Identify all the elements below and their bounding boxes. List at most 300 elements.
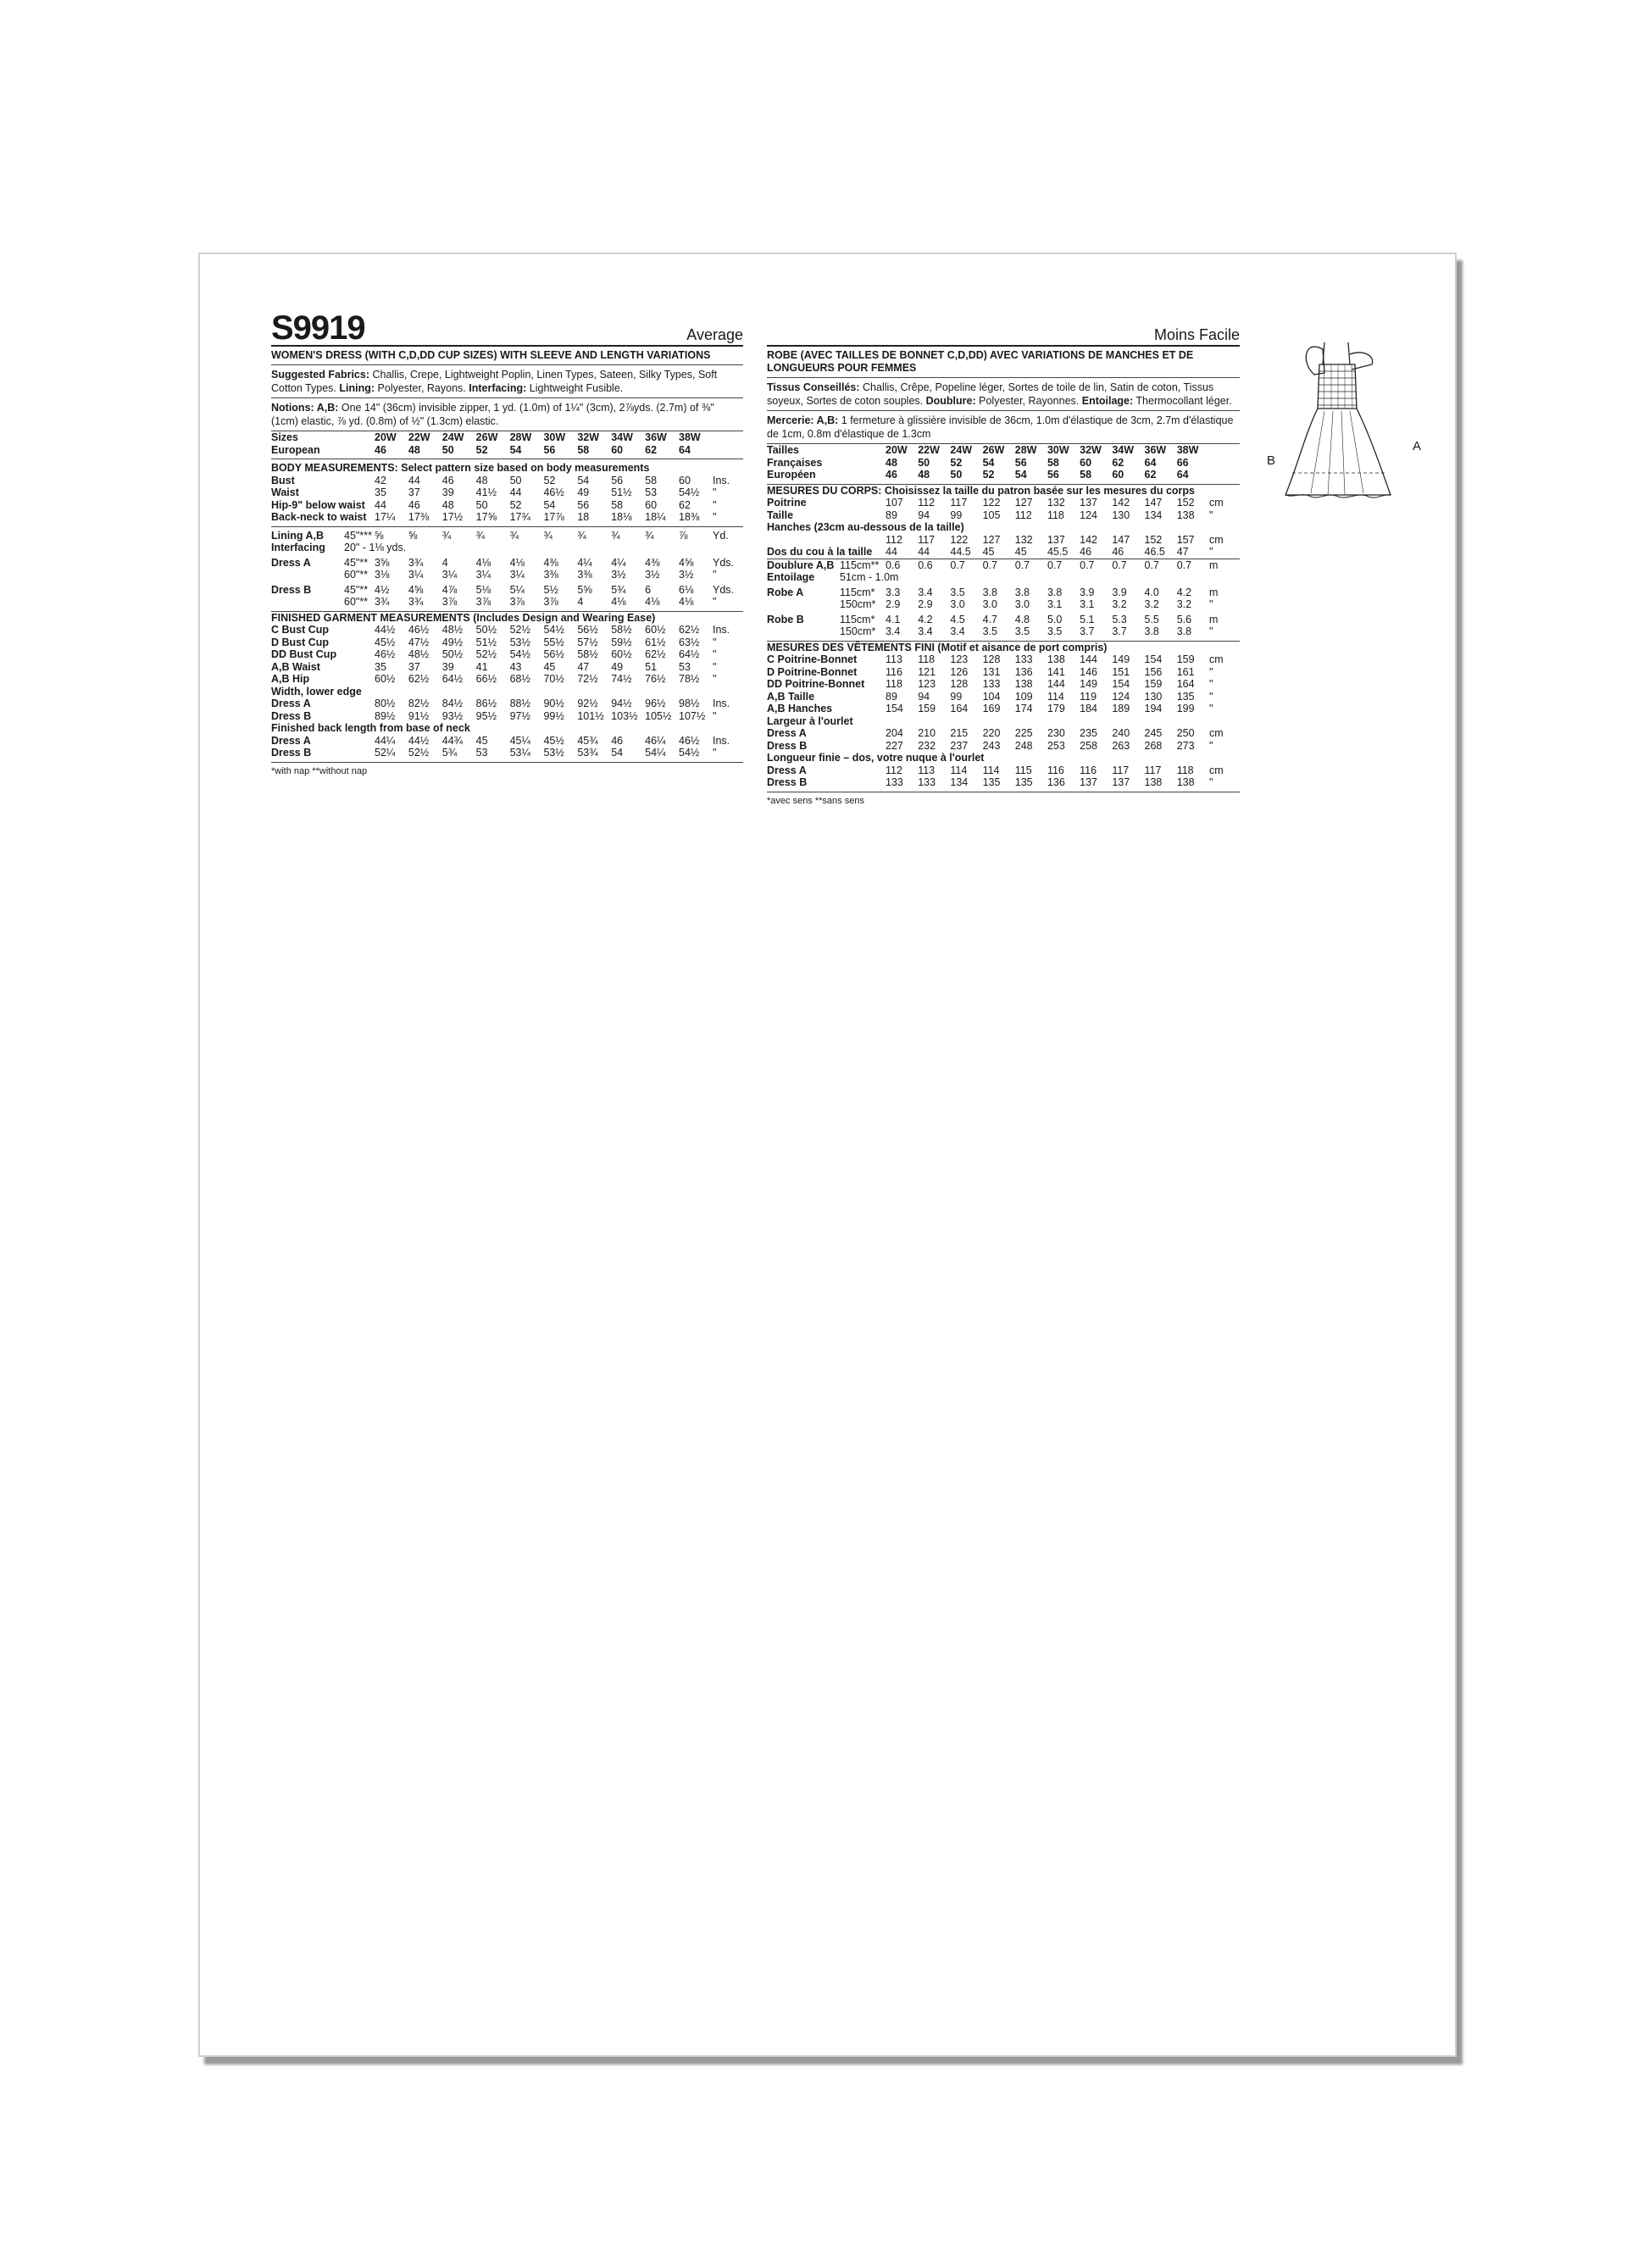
section-heading-text: MESURES DU CORPS: Choisissez la taille du patron basée sur les mesures du corps xyxy=(767,484,1196,497)
size-value: 3.5 xyxy=(1047,625,1063,637)
english-header xyxy=(271,301,743,347)
size-value: 273 xyxy=(1176,739,1195,752)
size-value: 52 xyxy=(982,469,995,481)
size-value: 132 xyxy=(1014,533,1033,546)
size-value: 0.7 xyxy=(982,559,997,571)
size-value: 50 xyxy=(509,474,522,486)
size-value: 22W xyxy=(408,431,430,443)
size-value: 56 xyxy=(577,498,590,511)
pattern-code: S9919 xyxy=(271,309,365,347)
size-value: 24W xyxy=(950,444,973,456)
size-value: 68½ xyxy=(509,673,530,685)
fabric-width xyxy=(344,475,375,487)
english-measurement-table xyxy=(271,431,743,763)
size-value: 89 xyxy=(886,690,897,703)
size-value: 136 xyxy=(1047,776,1065,788)
size-value: 4.1 xyxy=(886,613,901,625)
size-value: 99½ xyxy=(543,709,564,722)
row-label: A,B Waist xyxy=(271,660,320,673)
size-value: 268 xyxy=(1144,739,1163,752)
size-value: 3¼ xyxy=(509,569,525,581)
size-value: 3.1 xyxy=(1080,598,1095,610)
size-value: 96½ xyxy=(645,698,666,709)
size-value: 58 xyxy=(1080,469,1092,481)
size-value: 95½ xyxy=(475,709,497,722)
size-value: 48½ xyxy=(408,648,430,660)
size-value xyxy=(1112,571,1144,584)
table-row xyxy=(767,653,1240,666)
size-value: 47 xyxy=(1177,546,1209,559)
size-value: 154 xyxy=(1144,653,1163,665)
size-value: ¾ xyxy=(441,529,452,542)
size-value: 3⅞ xyxy=(475,596,491,608)
row-label: D Poitrine-Bonnet xyxy=(767,665,858,678)
size-value: 3.0 xyxy=(1014,598,1030,610)
size-value: 45 xyxy=(1015,546,1047,559)
size-value: 53 xyxy=(475,747,488,759)
size-value: ¾ xyxy=(611,529,620,542)
table-row xyxy=(767,559,1240,571)
size-value: 62½ xyxy=(679,624,700,636)
size-value: 45 xyxy=(543,660,556,673)
size-value: 4⅛ xyxy=(645,596,660,608)
size-value: 4 xyxy=(441,556,448,569)
size-value: 3.0 xyxy=(982,598,997,610)
pattern-title-fr: ROBE (AVEC TAILLES DE BONNET C,D,DD) AVEC VARIATIONS DE MANCHES ET DE LONGUEURS POUR FEMMES xyxy=(767,349,1240,378)
size-value: 36W xyxy=(1144,444,1167,456)
size-value: ¾ xyxy=(645,529,654,542)
size-value: 130 xyxy=(1144,690,1163,703)
size-value: 118 xyxy=(1176,764,1194,776)
size-value: 54 xyxy=(611,747,624,759)
size-value: 44 xyxy=(509,486,522,498)
unit: Ins. xyxy=(713,474,730,486)
fabric-width xyxy=(840,444,886,457)
pattern-title: WOMEN'S DRESS (WITH C,D,DD CUP SIZES) WITH SLEEVE AND LENGTH VARIATIONS xyxy=(271,349,743,365)
size-value: 46¼ xyxy=(645,734,666,747)
unit: " xyxy=(1209,546,1240,559)
size-value: 174 xyxy=(1014,703,1033,714)
size-value: 52½ xyxy=(509,624,530,636)
size-value: 38W xyxy=(679,431,701,443)
size-value: 66½ xyxy=(475,673,497,685)
unit: " xyxy=(713,498,717,511)
size-value: 117 xyxy=(1144,764,1162,776)
size-value: 128 xyxy=(982,653,1001,665)
size-value: 127 xyxy=(1014,497,1033,509)
row-label: Hip-9" below waist xyxy=(271,498,365,511)
size-value: 5.6 xyxy=(1176,613,1192,625)
size-value: 4⅜ xyxy=(645,556,660,569)
size-value: 156 xyxy=(1144,665,1163,678)
size-value xyxy=(950,571,982,584)
size-value: 46 xyxy=(1112,546,1144,559)
fabric-width xyxy=(344,486,375,499)
row-label: European xyxy=(271,443,320,456)
size-value: 52 xyxy=(509,498,522,511)
size-value: 3.2 xyxy=(1112,598,1127,610)
size-value: 134 xyxy=(950,776,969,788)
size-value: 5¾ xyxy=(611,583,626,596)
size-value: 98½ xyxy=(679,698,700,709)
size-value: 35 xyxy=(375,660,386,673)
size-value: 30W xyxy=(543,431,566,443)
size-value xyxy=(679,542,713,554)
size-value: 52 xyxy=(475,443,488,456)
lining-text-fr: Polyester, Rayonnes. xyxy=(979,395,1080,407)
size-value: ¾ xyxy=(509,529,519,542)
fabric-width xyxy=(344,710,375,723)
size-value: 44 xyxy=(408,474,420,486)
row-label: Dress A xyxy=(767,727,807,739)
size-value: 54 xyxy=(543,498,556,511)
size-value: 138 xyxy=(1014,678,1033,690)
size-value: 50 xyxy=(475,498,488,511)
size-value: 258 xyxy=(1080,739,1097,752)
table-row xyxy=(767,691,1240,703)
size-value: 124 xyxy=(1080,509,1097,521)
size-value: 154 xyxy=(1112,678,1130,690)
row-label xyxy=(271,596,344,609)
size-value: 58 xyxy=(577,443,590,456)
size-value: 17⅝ xyxy=(475,511,497,523)
size-value: 112 xyxy=(918,497,936,509)
size-value: 89 xyxy=(886,509,897,521)
size-value: 3.2 xyxy=(1176,598,1192,610)
size-value: 4¼ xyxy=(577,556,592,569)
notions-paragraph-fr xyxy=(767,411,1240,444)
size-value: 159 xyxy=(918,703,936,714)
size-value: 62½ xyxy=(408,673,430,685)
unit: m xyxy=(1209,559,1219,571)
size-value xyxy=(476,542,510,554)
size-value: 132 xyxy=(1047,497,1065,509)
unit: " xyxy=(1209,690,1213,703)
divider xyxy=(767,789,1240,792)
size-value: 3.5 xyxy=(950,586,965,598)
size-value: 48 xyxy=(408,443,420,456)
size-value: 138 xyxy=(1176,776,1195,788)
unit: Yd. xyxy=(713,529,729,542)
size-value: 117 xyxy=(950,497,968,509)
fabric-width: 150cm* xyxy=(840,625,876,637)
size-value: 4.2 xyxy=(918,613,933,625)
size-value: 149 xyxy=(1080,678,1097,690)
size-value: 3.4 xyxy=(886,625,901,637)
size-value xyxy=(918,571,950,584)
interfacing-label: Interfacing: xyxy=(469,382,527,394)
size-value: 94 xyxy=(918,690,930,703)
size-value: 0.7 xyxy=(1080,559,1095,571)
notions-text-fr: 1 fermeture à glissière invisible de 36cm, 1.0m d'élastique de 3cm, 2.7m d'élastique de 1cm, 0.8m d'élastique de 1.3cm xyxy=(767,414,1234,440)
size-value: 32W xyxy=(1080,444,1102,456)
divider-cell xyxy=(271,759,743,763)
size-value: 60½ xyxy=(645,624,666,636)
size-value: 53 xyxy=(645,486,658,498)
size-value: 78½ xyxy=(679,673,700,685)
table-row xyxy=(271,747,743,759)
section-heading xyxy=(271,459,743,475)
unit xyxy=(713,444,743,457)
section-heading xyxy=(271,722,743,735)
table-row xyxy=(271,581,743,597)
size-value: 133 xyxy=(982,678,1001,690)
size-value: 48 xyxy=(918,469,930,481)
interfacing-text: Lightweight Fusible. xyxy=(529,382,624,394)
size-value: 210 xyxy=(918,727,936,739)
fabric-width: 45"*** xyxy=(344,529,372,542)
table-row xyxy=(767,571,1240,584)
table-row xyxy=(271,475,743,487)
size-value: 56½ xyxy=(577,624,598,636)
size-value xyxy=(645,542,679,554)
size-value: 5.1 xyxy=(1080,613,1095,625)
size-value: 142 xyxy=(1112,497,1130,509)
size-value: 5.3 xyxy=(1112,613,1127,625)
size-value: 56 xyxy=(1047,469,1059,481)
size-value: 114 xyxy=(950,764,968,776)
size-value: 157 xyxy=(1176,533,1195,546)
size-value: 149 xyxy=(1112,653,1130,665)
size-value: 3¾ xyxy=(408,556,424,569)
size-value: 20W xyxy=(886,444,908,456)
table-row xyxy=(271,636,743,649)
size-value: 50 xyxy=(918,456,930,469)
size-value: 3½ xyxy=(611,569,626,581)
row-label: Entoilage xyxy=(767,571,815,583)
size-value: 4⅛ xyxy=(475,556,491,569)
size-value: 64 xyxy=(1144,456,1157,469)
size-value: 3¼ xyxy=(475,569,491,581)
row-label: Robe A xyxy=(767,586,804,598)
unit: " xyxy=(1209,509,1213,521)
size-value: 46½ xyxy=(375,648,396,660)
size-value: 17¼ xyxy=(375,511,396,523)
size-value: 50½ xyxy=(441,648,464,660)
dress-line-drawing xyxy=(1263,331,1424,509)
row-label: Tailles xyxy=(767,444,799,456)
table-row xyxy=(767,534,1240,547)
size-value: 61½ xyxy=(645,636,666,648)
size-value: 62½ xyxy=(645,648,666,660)
size-value: 54½ xyxy=(509,648,530,660)
size-value: 107 xyxy=(886,497,903,509)
unit: " xyxy=(713,569,717,581)
size-value: 44½ xyxy=(375,624,396,636)
size-value: 76½ xyxy=(645,673,666,685)
table-row xyxy=(271,431,743,444)
size-value: 5½ xyxy=(543,583,558,596)
size-value: 116 xyxy=(1080,764,1097,776)
size-value: 101½ xyxy=(577,709,604,722)
size-value: 5.0 xyxy=(1047,613,1063,625)
size-value: 62 xyxy=(1112,456,1124,469)
size-value: 199 xyxy=(1176,703,1195,714)
size-value: 44½ xyxy=(408,734,430,747)
size-value: 46½ xyxy=(408,624,430,636)
size-value: 32W xyxy=(577,431,600,443)
size-value: 62 xyxy=(679,498,691,511)
fabric-width xyxy=(840,534,886,547)
size-value: 4⅝ xyxy=(408,583,424,596)
unit: " xyxy=(713,747,717,759)
size-value: 0.7 xyxy=(1176,559,1192,571)
size-value: 18⅛ xyxy=(611,511,632,523)
unit: " xyxy=(713,486,717,498)
size-value: 147 xyxy=(1112,533,1130,546)
size-value: 154 xyxy=(886,703,903,714)
fabric-width xyxy=(840,703,886,715)
unit: " xyxy=(1209,703,1213,714)
size-value: 179 xyxy=(1047,703,1065,714)
row-label: Doublure A,B xyxy=(767,559,835,571)
size-value: 37 xyxy=(408,486,420,498)
unit xyxy=(1209,469,1240,481)
size-value: 30W xyxy=(1047,444,1069,456)
size-value: 4.7 xyxy=(982,613,997,625)
fabric-width xyxy=(344,431,375,444)
size-value: 18 xyxy=(577,511,590,523)
size-value: 57½ xyxy=(577,636,598,648)
row-label: C Bust Cup xyxy=(271,624,330,636)
fabric-width xyxy=(344,661,375,674)
size-value: 35 xyxy=(375,486,386,498)
size-value: 122 xyxy=(950,533,969,546)
fabric-width xyxy=(840,740,886,753)
size-value: 5⅛ xyxy=(475,583,491,596)
size-value: 131 xyxy=(982,665,1001,678)
size-value: 134 xyxy=(1144,509,1163,521)
size-value: 3⅜ xyxy=(577,569,592,581)
size-value: 46½ xyxy=(679,734,700,747)
unit: m xyxy=(1209,613,1219,625)
size-value: 0.6 xyxy=(918,559,933,571)
size-value: 3.9 xyxy=(1080,586,1095,598)
table-row xyxy=(767,666,1240,679)
size-value: 90½ xyxy=(543,698,564,709)
size-value: 109 xyxy=(1014,690,1033,703)
row-label: Européen xyxy=(767,469,816,481)
row-label: A,B Hanches xyxy=(767,703,833,714)
unit: Ins. xyxy=(713,698,730,709)
unit: Yds. xyxy=(713,583,735,596)
size-value: 104 xyxy=(982,690,1001,703)
row-label: DD Bust Cup xyxy=(271,648,337,660)
section-heading xyxy=(767,715,1240,728)
unit: cm xyxy=(1209,653,1224,665)
size-value: 137 xyxy=(1080,497,1097,509)
size-value: 36W xyxy=(645,431,667,443)
section-heading-text: Longueur finie – dos, votre nuque à l'ourlet xyxy=(767,752,985,764)
size-value: 43 xyxy=(509,660,522,673)
unit: " xyxy=(1209,625,1213,637)
divider-cell xyxy=(767,789,1240,792)
size-value: 128 xyxy=(950,678,969,690)
view-b-label: B xyxy=(1267,453,1276,468)
size-value: 3⅝ xyxy=(375,556,390,569)
size-value: 46 xyxy=(408,498,420,511)
row-label: A,B Hip xyxy=(271,673,310,685)
section-heading-text: Largeur à l'ourlet xyxy=(767,714,853,727)
row-label: DD Poitrine-Bonnet xyxy=(767,678,865,690)
unit: cm xyxy=(1209,533,1224,546)
size-value: 4⅞ xyxy=(441,583,458,596)
table-row xyxy=(271,542,743,554)
size-value: 49½ xyxy=(441,636,464,648)
fabric-width xyxy=(840,509,886,522)
size-value: 58 xyxy=(611,498,624,511)
size-value: 46 xyxy=(1080,546,1112,559)
size-value: 28W xyxy=(1014,444,1037,456)
row-label: Interfacing xyxy=(271,542,325,553)
table-row xyxy=(271,673,743,686)
size-value: 82½ xyxy=(408,698,430,709)
size-value: 227 xyxy=(886,739,903,752)
size-value: 45.5 xyxy=(1047,546,1080,559)
size-value xyxy=(510,542,544,554)
size-value: 114 xyxy=(982,764,1000,776)
row-label: Bust xyxy=(271,474,295,486)
unit: " xyxy=(713,648,717,660)
fabric-width xyxy=(840,764,886,777)
size-value: 3.4 xyxy=(918,625,933,637)
interfacing-label-fr: Entoilage: xyxy=(1081,395,1134,407)
size-value: 137 xyxy=(1080,776,1097,788)
size-value: 4⅜ xyxy=(543,556,558,569)
table-row xyxy=(767,598,1240,611)
table-row xyxy=(767,727,1240,740)
size-value: 44.5 xyxy=(950,546,982,559)
unit: " xyxy=(1209,678,1213,690)
difficulty-level: Average xyxy=(686,326,743,343)
size-value: 3¼ xyxy=(408,569,424,581)
size-value: 41 xyxy=(475,660,488,673)
size-value: 52½ xyxy=(475,648,497,660)
size-value: 4.5 xyxy=(950,613,965,625)
size-value: 230 xyxy=(1047,727,1065,739)
row-label: C Poitrine-Bonnet xyxy=(767,653,858,665)
table-row xyxy=(767,703,1240,715)
row-label: Dress B xyxy=(767,739,808,752)
size-value: 60 xyxy=(1112,469,1124,481)
size-value: 0.7 xyxy=(950,559,965,571)
size-value: 3.8 xyxy=(1176,625,1192,637)
table-row xyxy=(767,764,1240,777)
size-value: 51½ xyxy=(611,486,632,498)
size-value: 45 xyxy=(475,734,488,747)
size-value: 0.7 xyxy=(1047,559,1063,571)
size-value: 121 xyxy=(918,665,936,678)
fabrics-paragraph-fr xyxy=(767,378,1240,411)
table-row xyxy=(271,444,743,457)
size-value: 123 xyxy=(950,653,969,665)
size-value: 215 xyxy=(950,727,969,739)
table-row xyxy=(767,584,1240,599)
size-value: 17½ xyxy=(441,511,464,523)
size-value: 54½ xyxy=(543,624,564,636)
unit: cm xyxy=(1209,764,1224,776)
size-value: 118 xyxy=(918,653,936,665)
table-row xyxy=(271,735,743,748)
size-value: 93½ xyxy=(441,709,464,722)
size-value: 49 xyxy=(577,486,590,498)
size-value: 99 xyxy=(950,509,963,521)
size-value: 4⅛ xyxy=(611,596,626,608)
size-value: 3¾ xyxy=(375,596,390,608)
size-value: 72½ xyxy=(577,673,598,685)
size-value: 53¼ xyxy=(509,747,530,759)
section-heading-text: Hanches (23cm au-dessous de la taille) xyxy=(767,521,964,533)
